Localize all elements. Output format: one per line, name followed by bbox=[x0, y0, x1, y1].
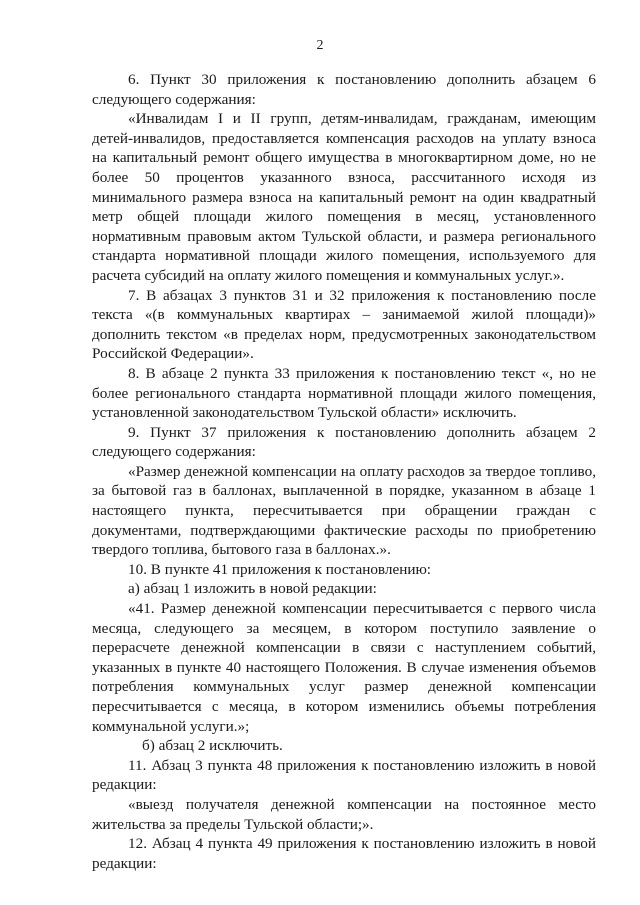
subitem-b: б) абзац 2 исключить. bbox=[142, 737, 283, 755]
quoted-paragraph: «выезд получателя денежной компенсации на постоянное место жительства за пределы Тульской области;». bbox=[92, 795, 596, 833]
document-body bbox=[92, 70, 596, 873]
page-number: 2 bbox=[316, 38, 324, 53]
paragraph-item-8: 8. В абзаце 2 пункта 33 приложения к постановлению текст «, но не более регионального стандарта нормативной площади жилого помещения, установленной законодательством Тульской области» исключить. bbox=[92, 364, 596, 422]
quoted-paragraph: «Размер денежной компенсации на оплату расходов за твердое топливо, за бытовой газ в баллонах, выплаченной в порядке, указанном в абзаце 1 настоящего пункта, пересчитывается при обращении граждан с документами, подтверждающими фактические расходы по приобретению твердого топлива, бытового газа в баллонах.». bbox=[92, 462, 596, 559]
quoted-paragraph: «41. Размер денежной компенсации пересчитывается с первого числа месяца, следующего за месяцем, в котором поступило заявление о перерасчете денежной компенсации в связи с наступлением событий, указанных в пункте 40 настоящего Положения. В случае изменения объемов потребления коммунальных услуг размер денежной компенсации пересчитывается с месяца, в котором изменились объемы потребления коммунальной услуги.»; bbox=[92, 600, 596, 735]
paragraph-item-6: 6. Пункт 30 приложения к постановлению дополнить абзацем 6 следующего содержания: bbox=[92, 71, 596, 108]
paragraph-item-7: 7. В абзацах 3 пунктов 31 и 32 приложения к постановлению после текста «(в коммунальных квартирах – занимаемой жилой площади)» дополнить текстом «в пределах норм, предусмотренных законодательством Российской Федерации». bbox=[92, 286, 596, 363]
subitem-a: а) абзац 1 изложить в новой редакции: bbox=[128, 580, 377, 598]
paragraph-item-12: 12. Абзац 4 пункта 49 приложения к постановлению изложить в новой редакции: bbox=[92, 835, 596, 872]
paragraph-item-10: 10. В пункте 41 приложения к постановлению: bbox=[128, 560, 432, 578]
quoted-paragraph: «Инвалидам I и II групп, детям-инвалидам, гражданам, имеющим детей-инвалидов, предоставляется компенсация расходов на уплату взноса на капитальный ремонт общего имущества в многоквартирном доме, но не более 50 процентов указанного взноса, рассчитанного исходя из минимального размера взноса на капитальный ремонт на один квадратный метр общей площади жилого помещения в месяц, установленного нормативным правовым актом Тульской области, и размера регионального стандарта нормативной площади жилого помещения, используемого для расчета субсидий на оплату жилого помещения и коммунальных услуг.». bbox=[92, 110, 596, 284]
paragraph-item-9: 9. Пункт 37 приложения к постановлению дополнить абзацем 2 следующего содержания: bbox=[92, 423, 596, 461]
paragraph-item-11: 11. Абзац 3 пункта 48 приложения к постановлению изложить в новой редакции: bbox=[92, 756, 596, 794]
